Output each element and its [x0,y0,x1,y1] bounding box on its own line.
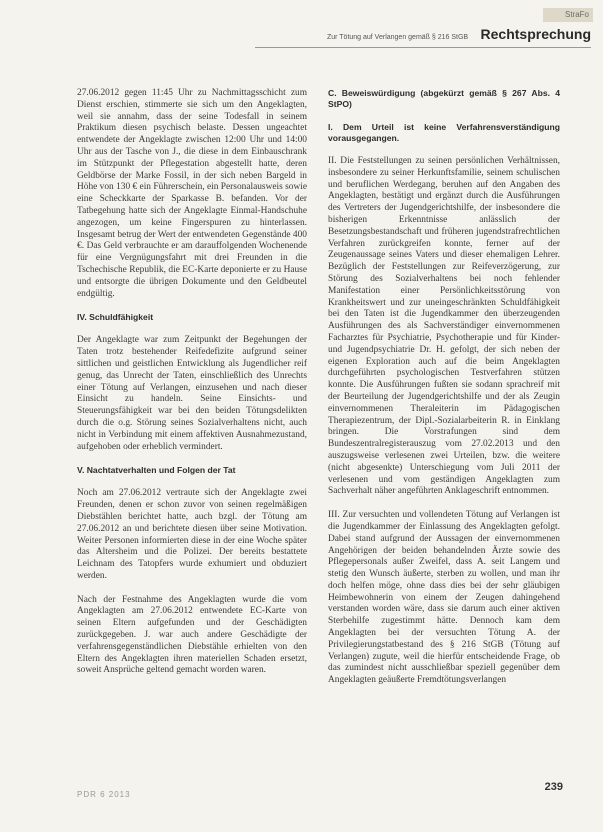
page-number: 239 [544,781,563,793]
paragraph: Nach der Festnahme des Angeklagten wurde die vom Angeklagten am 27.06.2012 entwendete EC-Karte von seinen Eltern aufgefunden und der Geschädigten zurückgegeben. J. war auch andere Geschädigte der verfahrensgegenständlichen Diebstähle erhielten von den Eltern des Angeklagten ihren materiellen Schaden ersetzt, soweit Ansprüche geltend gemacht worden waren. [77,594,307,676]
paragraph: 27.06.2012 gegen 11:45 Uhr zu Nachmittagsschicht zum Dienst erschien, stimmerte sie sich um den Angeklagten, weil sie annahm, dass der seine Todesfall in seinem Praktikum diesen psychisch belaste. Dessen ungeachtet entwendete der Angeklagte zwischen 12:00 Uhr und 14:00 Uhr aus der Tasche von J., die diese in dem Einbauschrank im Stützpunkt der Pflegestation abgestellt hatte, deren Geldbörse der Marke Fossil, in der sich neben Bargeld in Höhe von 130 € ein Führerschein, ein Personalausweis sowie eine Scheckkarte der Sparkasse B. befanden. Vor der Tatbegehung hatte sich der Angeklagte Einmal-Handschuhe angezogen, um keine Fingerspuren zu hinterlassen. Insgesamt betrug der Wert der entwendeten Gegenstände 400 €. Das Geld verbrauchte er am darauffolgenden Wochenende für eine Vergnügungsfahrt mit drei Freunden in die Tschechische Republik, die EC-Karte deponierte er zu Hause und entsorgte die übrigen Dokumente und den Geldbeutel endgültig. [77,88,307,299]
paragraph: Noch am 27.06.2012 vertraute sich der Angeklagte zwei Freunden, denen er schon zuvor von seinen regelmäßigen Diebstählen berichtet hatte, auch bzgl. der Tötung am 27.06.2012 an und berichtete diesen über seine Motivation. Weiter Personen informierten diese in der eine Woche später das Altersheim und die Polizei. Der bereits bestattete Leichnam des Tatopfers wurde exhumiert und obduziert werden. [77,488,307,581]
paragraph: Der Angeklagte war zum Zeitpunkt der Begehungen der Taten trotz bestehender Reifedefizite aufgrund seiner sittlichen und geistlichen Entwicklung als Jugendlicher reif genug, das Unrecht der Taten, einschließlich des Unrechts einer Tötung auf Verlangen, einzusehen und nach dieser Einsicht zu handeln. Seine Einsichts- und Steuerungsfähigkeit war bei den beiden Tötungsdelikten durch die o.g. Störung seines Sozialverhaltens nicht, auch nicht in Verbindung mit einem affektiven Ausnahmezustand, aufgehoben oder erheblich vermindert. [77,335,307,452]
journal-tag: StraFo [543,8,593,22]
header-divider [255,47,591,48]
section-heading: IV. Schuldfähigkeit [77,312,154,323]
header-subtitle: Zur Tötung auf Verlangen gemäß § 216 StGB [326,34,469,41]
paragraph: III. Zur versuchten und vollendeten Tötung auf Verlangen ist die Jugendkammer der Einlassung des Angeklagten gefolgt. Dabei stand aufgrund der Aussagen der einvernommenen Angehörigen der beiden behandelnden Ärzte sowie des Pflegepersonals außer Zweifel, dass A. seit Langem und stetig den Wunsch äußerte, sterben zu wollen, und man ihr doch helfen möge, ohne dass dies bei der sehr gläubigen Heimbewohnerin von einem der Zeugen dahingehend verstanden worden wäre, dass sie darum auch einer aktiven Sterbehilfe zugestimmt hätte. Dennoch kam dem Angeklagten bei der versuchten Tötung A. der Privilegierungstatbestand des § 216 StGB (Tötung auf Verlangen) zugute, weil die hierfür entscheidende Frage, ob das zumindest nicht ausschließbar speziell gegenüber dem Angeklagten geäußerte Fremdtötungsverlangen [328,510,560,686]
page-header [0,26,591,44]
left-column [77,88,307,689]
page-footer [77,781,563,802]
section-heading: I. Dem Urteil ist keine Verfahrensverständigung vorausgegangen. [328,122,560,143]
right-column [328,88,560,699]
section-heading: V. Nachtatverhalten und Folgen der Tat [77,465,236,476]
section-heading: C. Beweiswürdigung (abgekürzt gemäß § 267 Abs. 4 StPO) [328,88,560,109]
paragraph: II. Die Feststellungen zu seinen persönlichen Verhältnissen, insbesondere zu seiner Herkunftsfamilie, seinem schulischen und beruflichen Werdegang, beruhen auf den Angaben des Angeklagten, bestätigt und ergänzt durch die Ausführungen des Vertreters der Jugendgerichtshilfe, der insbesondere die bisherigen Erkenntnisse anlässlich der Besetzungsbestandschaft und früheren jugendstrafrechtlichen Verfahren zurückgreifen konnte, ferner auf der Zeugenaussage seines Vaters und dieser ehemaligen Lehrer. Bezüglich der Feststellungen zur Reifeverzögerung, zur Störung des Sozialverhaltens bei noch fehlender Manifestation einer Persönlichkeitsstörung von Krankheitswert und zur uneingeschränkten Schuldfähigkeit bei den Taten ist die Jugendkammer den überzeugenden Ausführungen des als Sachverständiger einvernommenen Facharztes für Psychiatrie, Psychotherapie und für Kinder- und Jugendpsychiatrie Dr. H. gefolgt, der sich neben der eigenen Exploration auch auf die beim Angeklagten durchgeführten psychologischen Testverfahren stützen konnte. Die Ausführungen fußten sie sodann sprachreif mit der Beurteilung der Jugendgerichtshilfe und der als Zeugin einvernommenen Theraleiterin im Pädagogischen Therapiezentrum, der Dipl.-Sozialarbeiterin R. in Einklang bringen. Die Vorstrafungen sind dem Bundeszentralregisterauszug vom 27.02.2013 und den auszugsweise verlesenen zwei Urteilen, bzw. die weitere (nicht abgesenkte) Unterschiegung vom Juli 2011 der verlesenen und vom geständigen Angeklagten zum Sachverhalt näher angeführten Anklageschrift entnommen. [328,156,560,497]
section-title: Rechtsprechung [480,26,591,42]
journal-name: PDR 6 2013 [77,790,131,799]
